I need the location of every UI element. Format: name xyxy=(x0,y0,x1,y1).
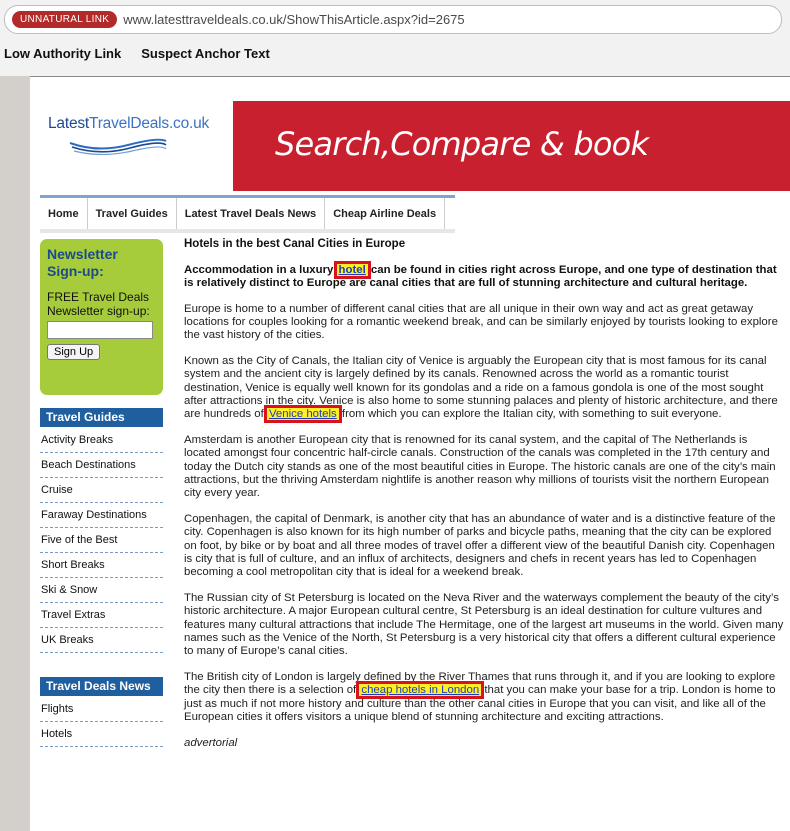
unnatural-link-badge: UNNATURAL LINK xyxy=(12,11,117,28)
venice-hotels-link[interactable]: Venice hotels xyxy=(268,408,337,421)
travel-guides-heading: Travel Guides xyxy=(40,408,163,427)
web-page xyxy=(30,76,790,831)
advertorial-label: advertorial xyxy=(184,737,238,750)
nav-shadow xyxy=(40,229,455,233)
sign-up-button[interactable]: Sign Up xyxy=(47,344,100,360)
sidebar-item-hotels[interactable]: Hotels xyxy=(40,722,163,747)
annotation-labels xyxy=(4,46,270,61)
nav-latest-travel-deals-news[interactable]: Latest Travel Deals News xyxy=(177,198,325,229)
banner-text: Search,Compare & book xyxy=(275,125,649,163)
paragraph-venice: Known as the City of Canals, the Italian city of Venice is arguably the European city that is most famous for its canal system and the ancient city is largely defined by its canals. Renowned across the world as a romantic tourist destination, Venice is equally well known for its gondolas and a ride on a famous gondola is one of the most sought after attractions in the city. Venice is also home to some stunning palaces and plenty of historic architecture, and there are hundreds of Venice hotels from which you can explore the Italian city, with something to suit everyone. xyxy=(184,355,778,421)
hotel-link[interactable]: hotel xyxy=(338,264,366,277)
cheap-hotels-london-link[interactable]: cheap hotels in London xyxy=(361,684,480,697)
newsletter-box xyxy=(40,239,163,395)
travel-news-list xyxy=(40,697,163,747)
label-low-authority: Low Authority Link xyxy=(4,46,122,61)
sidebar-item-activity-breaks[interactable]: Activity Breaks xyxy=(40,428,163,453)
logo-swoosh-icon xyxy=(68,135,168,155)
travel-news-heading: Travel Deals News xyxy=(40,677,163,696)
main-nav xyxy=(40,195,455,229)
logo-part2: TravelDeals.co.uk xyxy=(89,115,210,132)
article-lead: Accommodation in a luxury hotel can be found in cities right across Europe, and one type of destination that is relatively distinct to Europe are canal cities that are full of stunning architecture and cultural heritage. xyxy=(184,264,777,290)
sidebar-item-travel-extras[interactable]: Travel Extras xyxy=(40,603,163,628)
sidebar-item-flights[interactable]: Flights xyxy=(40,697,163,722)
newsletter-email-input[interactable] xyxy=(47,321,153,339)
sidebar-item-five-of-the-best[interactable]: Five of the Best xyxy=(40,528,163,553)
sidebar-item-short-breaks[interactable]: Short Breaks xyxy=(40,553,163,578)
url-text[interactable]: www.latesttraveldeals.co.uk/ShowThisArticle.aspx?id=2675 xyxy=(123,12,465,27)
nav-cheap-airline-deals[interactable]: Cheap Airline Deals xyxy=(325,198,445,229)
nav-home[interactable]: Home xyxy=(40,198,88,229)
article xyxy=(184,238,784,763)
sidebar-item-beach-destinations[interactable]: Beach Destinations xyxy=(40,453,163,478)
paragraph-amsterdam: Amsterdam is another European city that is renowned for its canal system, and the capital of The Netherlands is located amongst four concentric half-circle canals. Construction of the canals was completed in the 17th century and today the Dutch city stands as one of the most beautiful cities in Europe. The historic canals are one of the city’s main attractions, but the thriving Amsterdam nightlife is another reason why millions of tourists visit the northern European city every year. xyxy=(184,434,776,500)
hero-banner[interactable] xyxy=(233,101,790,191)
newsletter-desc: FREE Travel Deals Newsletter sign-up: xyxy=(47,290,150,318)
site-logo[interactable] xyxy=(48,115,218,161)
paragraph-london: The British city of London is largely defined by the River Thames that runs through it, and if you are looking to explore the city then there is a selection of cheap hotels in London that you can make your base for a trip. London is home to just as much if not more history and culture than the other canal cities in Europe that you can visit, and like all of the European cities it offers visitors a unique blend of stunning architecture and exciting attractions. xyxy=(184,671,776,723)
newsletter-title: Newsletter Sign-up: xyxy=(47,246,118,279)
paragraph-copenhagen: Copenhagen, the capital of Denmark, is another city that has an abundance of water and is a distinctive feature of the city. Copenhagen is also known for its high number of parks and bicycle paths, meaning that the city can be explored on foot, by bike or by boat and all three modes of travel offer a different view of the beautiful Danish city. Copenhagen is city that is full of culture, and an influx of architects, designers and chefs in recent years has led to Copenhagen becoming a cool metropolitan city that is ideal for a weekend break. xyxy=(184,513,776,579)
address-bar[interactable] xyxy=(4,5,782,34)
nav-travel-guides[interactable]: Travel Guides xyxy=(88,198,177,229)
sidebar-item-ski-snow[interactable]: Ski & Snow xyxy=(40,578,163,603)
article-title: Hotels in the best Canal Cities in Europe xyxy=(184,238,406,250)
sidebar-item-faraway-destinations[interactable]: Faraway Destinations xyxy=(40,503,163,528)
sidebar-item-uk-breaks[interactable]: UK Breaks xyxy=(40,628,163,653)
travel-guides-list xyxy=(40,428,163,653)
label-suspect-anchor: Suspect Anchor Text xyxy=(141,46,270,61)
page-gutter xyxy=(0,76,30,831)
paragraph-europe: Europe is home to a number of different canal cities that are all unique in their own way and act as great getaway locations for couples looking for a romantic weekend break, and can be similarly enjoyed by tourists looking to explore the vast history of the cities. xyxy=(184,302,778,342)
sidebar-item-cruise[interactable]: Cruise xyxy=(40,478,163,503)
paragraph-st-petersburg: The Russian city of St Petersburg is located on the Neva River and the waterways complement the beauty of the city’s historic architecture. A major European cultural centre, St Petersburg is an ideal destination for culture vultures and features many cultural attractions that include The Hermitage, one of the largest art museums in the world. Given many names such as the Venice of the North, St Petersburg is a very historical city that offers a different cultural experience to many of Europe’s canal cities. xyxy=(184,592,784,658)
logo-part1: Latest xyxy=(48,115,90,132)
